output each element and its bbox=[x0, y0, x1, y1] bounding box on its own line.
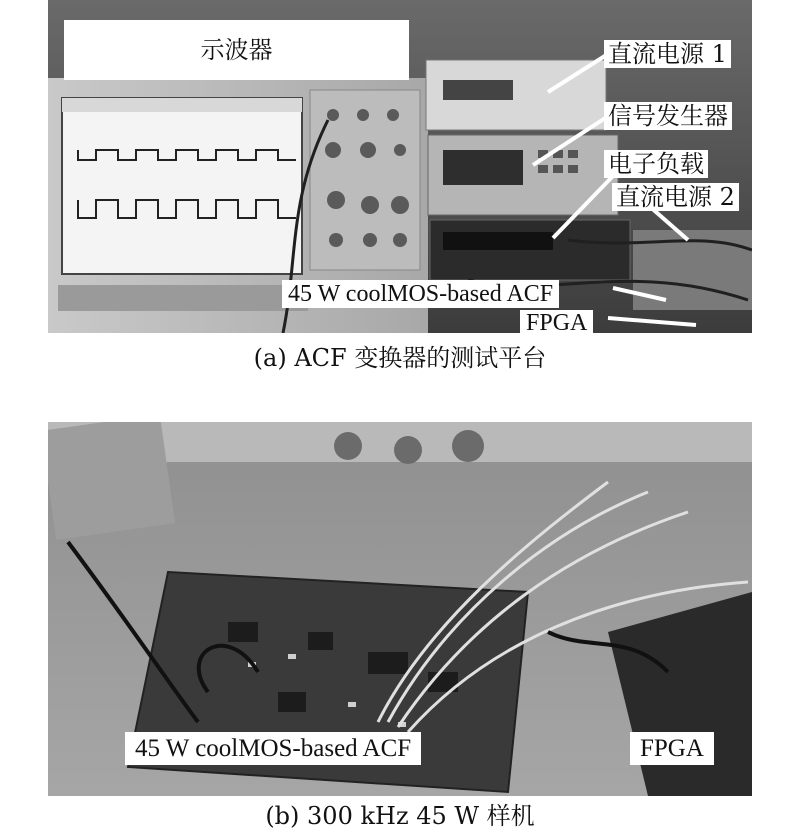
signal-generator-label: 信号发生器 bbox=[604, 102, 732, 130]
fpga-label-a: FPGA bbox=[520, 310, 593, 336]
fpga-label-b: FPGA bbox=[630, 732, 714, 765]
dc-supply-1-label: 直流电源 1 bbox=[604, 40, 731, 68]
oscilloscope-screen bbox=[62, 98, 302, 274]
figure-b-caption: (b) 300 kHz 45 W 样机 bbox=[265, 802, 535, 830]
acf-board-label-a: 45 W coolMOS-based ACF bbox=[282, 280, 559, 308]
oscilloscope-label: 示波器 bbox=[64, 20, 409, 80]
electronic-load-label: 电子负载 bbox=[604, 150, 708, 178]
figure-a-caption: (a) ACF 变换器的测试平台 bbox=[253, 344, 547, 372]
acf-board-label-b: 45 W coolMOS-based ACF bbox=[125, 732, 421, 765]
dc-supply-2-label: 直流电源 2 bbox=[612, 183, 739, 211]
